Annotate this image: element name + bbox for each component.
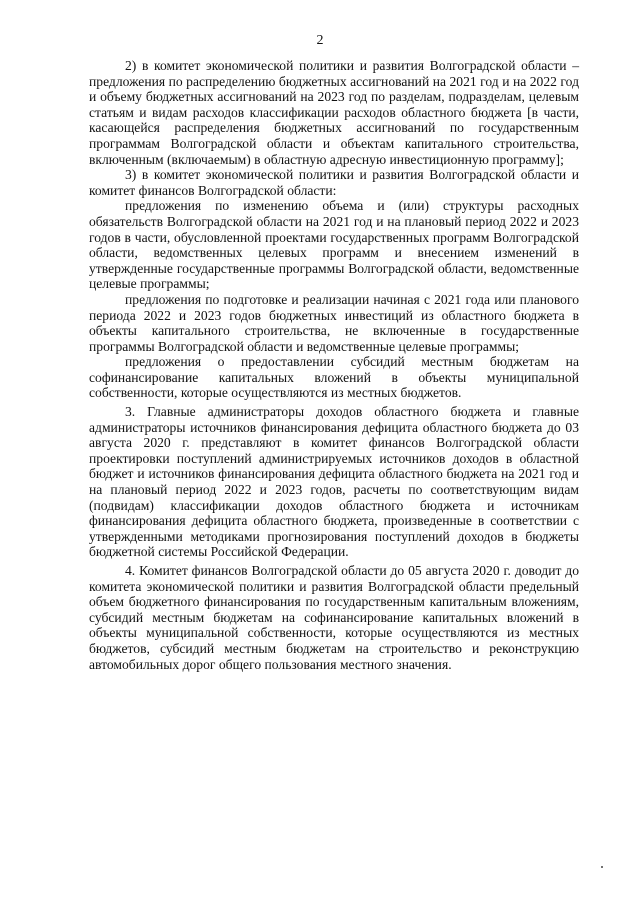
scan-speck xyxy=(601,866,603,868)
document-body xyxy=(89,58,579,672)
paragraph: 3) в комитет экономической политики и развития Волгоградской области и комитет финансов Волгоградской области: xyxy=(89,167,579,198)
page-number: 2 xyxy=(316,33,324,48)
paragraph: предложения по изменению объема и (или) структуры расходных обязательств Волгоградской области на 2021 год и на плановый период 2022 и 2023 годов в части, обусловленной проектами государственных программ Волгоградской области, ведомственных целевых программ и внесением изменений в утвержденные государственные программы Волгоградской области, ведомственные целевые программы; xyxy=(89,198,579,292)
paragraph: 3. Главные администраторы доходов областного бюджета и главные администраторы источников финансирования дефицита областного бюджета до 03 августа 2020 г. представляют в комитет финансов Волгоградской области проектировки поступлений администрируемых источников доходов в областной бюджет и источников финансирования дефицита областного бюджета на 2021 год и на плановый период 2022 и 2023 годов, расчеты по соответствующим видам (подвидам) классификации доходов областного бюджета и источникам финансирования дефицита областного бюджета, произведенные в соответствии с утвержденными методиками прогнозирования поступлений доходов в бюджеты бюджетной системы Российской Федерации. xyxy=(89,404,579,560)
paragraph: предложения о предоставлении субсидий местным бюджетам на софинансирование капитальных вложений в объекты муниципальной собственности, которые осуществляются из местных бюджетов. xyxy=(89,354,579,401)
paragraph: предложения по подготовке и реализации начиная с 2021 года или планового периода 2022 и 2023 годов бюджетных инвестиций из областного бюджета в объекты капитального строительства, не включенные в государственные программы Волгоградской области и ведомственные целевые программы; xyxy=(89,291,579,354)
paragraph: 4. Комитет финансов Волгоградской области до 05 августа 2020 г. доводит до комитета экономической политики и развития Волгоградской области предельный объем бюджетного финансирования по государственным капитальным вложениям, субсидий местным бюджетам на софинансирование капитальных вложений в объекты муниципальной собственности, которые осуществляются из местных бюджетов, субсидий местным бюджетам на строительство и реконструкцию автомобильных дорог общего пользования местного значения. xyxy=(89,563,579,672)
paragraph: 2) в комитет экономической политики и развития Волгоградской области – предложения по распределению бюджетных ассигнований на 2021 год и на 2022 год и объему бюджетных ассигнований на 2023 год по разделам, подразделам, целевым статьям и видам расходов классификации расходов областного бюджета [в части, касающейся распределения бюджетных ассигнований по государственным программам Волгоградской области и объектам капитального строительства, включенным (включаемым) в областную адресную инвестиционную программу]; xyxy=(89,58,579,167)
